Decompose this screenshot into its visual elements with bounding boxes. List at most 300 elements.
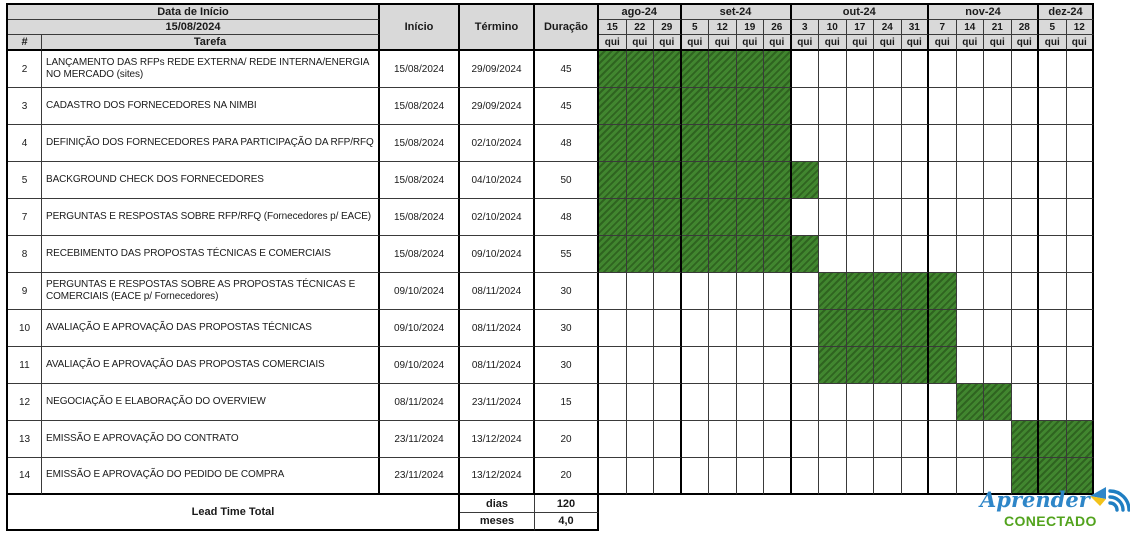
gantt-bar-cell	[1067, 421, 1095, 458]
gantt-bar-cell	[737, 125, 765, 162]
duration-cell: 15	[535, 384, 599, 421]
gantt-empty-cell	[929, 51, 957, 88]
weekday-cell: qui	[819, 35, 847, 51]
task-name-cell: LANÇAMENTO DAS RFPs REDE EXTERNA/ REDE INTERNA/ENERGIA NO MERCADO (sites)	[42, 51, 380, 88]
weekday-cell: qui	[929, 35, 957, 51]
end-date-cell: 29/09/2024	[460, 88, 535, 125]
gantt-empty-cell	[1039, 273, 1067, 310]
gantt-empty-cell	[599, 347, 627, 384]
gantt-bar-cell	[599, 236, 627, 273]
gantt-bar-cell	[874, 310, 902, 347]
row-number-cell: 7	[8, 199, 42, 236]
gantt-empty-cell	[654, 310, 682, 347]
gantt-empty-cell	[874, 236, 902, 273]
end-date-cell: 09/10/2024	[460, 236, 535, 273]
end-date-cell: 04/10/2024	[460, 162, 535, 199]
gantt-empty-cell	[1067, 125, 1095, 162]
gantt-bar-cell	[627, 199, 655, 236]
gantt-empty-cell	[847, 421, 875, 458]
gantt-bar-cell	[627, 51, 655, 88]
gantt-empty-cell	[792, 421, 820, 458]
task-name-cell: CADASTRO DOS FORNECEDORES NA NIMBI	[42, 88, 380, 125]
gantt-empty-cell	[1067, 199, 1095, 236]
gantt-empty-cell	[847, 236, 875, 273]
gantt-bar-cell	[737, 199, 765, 236]
gantt-empty-cell	[929, 384, 957, 421]
gantt-bar-cell	[627, 125, 655, 162]
gantt-empty-cell	[874, 125, 902, 162]
gantt-bar-cell	[929, 310, 957, 347]
gantt-bar-cell	[599, 199, 627, 236]
gantt-empty-cell	[599, 273, 627, 310]
week-date-cell: 26	[764, 20, 792, 35]
weekday-cell: qui	[847, 35, 875, 51]
gantt-bar-cell	[627, 236, 655, 273]
gantt-bar-cell	[627, 162, 655, 199]
gantt-empty-cell	[1067, 51, 1095, 88]
logo-text-aprender: Aprender	[980, 487, 1090, 512]
end-date-cell: 02/10/2024	[460, 125, 535, 162]
week-date-cell: 21	[984, 20, 1012, 35]
gantt-empty-cell	[709, 310, 737, 347]
gantt-empty-cell	[1067, 347, 1095, 384]
gantt-empty-cell	[929, 421, 957, 458]
gantt-empty-cell	[737, 273, 765, 310]
gantt-empty-cell	[737, 347, 765, 384]
duration-cell: 50	[535, 162, 599, 199]
gantt-bar-cell	[709, 88, 737, 125]
gantt-empty-cell	[1039, 384, 1067, 421]
gantt-empty-cell	[682, 421, 710, 458]
gantt-empty-cell	[847, 51, 875, 88]
weekday-cell: qui	[902, 35, 930, 51]
end-date-cell: 08/11/2024	[460, 273, 535, 310]
duration-cell: 45	[535, 51, 599, 88]
duracao-header: Duração	[535, 5, 599, 51]
week-date-cell: 12	[1067, 20, 1095, 35]
gantt-empty-cell	[929, 199, 957, 236]
gantt-bar-cell	[709, 51, 737, 88]
gantt-empty-cell	[819, 236, 847, 273]
lead-time-total-cell: Lead Time Total	[8, 495, 460, 531]
gantt-bar-cell	[737, 236, 765, 273]
gantt-empty-cell	[792, 347, 820, 384]
gantt-empty-cell	[1039, 125, 1067, 162]
task-name-cell: RECEBIMENTO DAS PROPOSTAS TÉCNICAS E COMERCIAIS	[42, 236, 380, 273]
start-date-cell: 23/11/2024	[380, 421, 460, 458]
week-date-cell: 24	[874, 20, 902, 35]
gantt-bar-cell	[682, 162, 710, 199]
gantt-empty-cell	[847, 384, 875, 421]
gantt-empty-cell	[682, 458, 710, 495]
gantt-empty-cell	[929, 125, 957, 162]
gantt-empty-cell	[984, 310, 1012, 347]
gantt-empty-cell	[1067, 310, 1095, 347]
duration-cell: 55	[535, 236, 599, 273]
gantt-empty-cell	[1012, 162, 1040, 199]
gantt-empty-cell	[819, 458, 847, 495]
weekday-cell: qui	[737, 35, 765, 51]
end-date-cell: 13/12/2024	[460, 421, 535, 458]
week-date-cell: 3	[792, 20, 820, 35]
gantt-empty-cell	[874, 458, 902, 495]
weekday-cell: qui	[654, 35, 682, 51]
gantt-empty-cell	[847, 125, 875, 162]
gantt-bar-cell	[599, 162, 627, 199]
gantt-empty-cell	[682, 384, 710, 421]
gantt-empty-cell	[984, 125, 1012, 162]
gantt-bar-cell	[764, 51, 792, 88]
gantt-empty-cell	[764, 273, 792, 310]
gantt-empty-cell	[957, 125, 985, 162]
gantt-empty-cell	[792, 384, 820, 421]
gantt-empty-cell	[957, 421, 985, 458]
gantt-empty-cell	[1012, 236, 1040, 273]
gantt-empty-cell	[792, 273, 820, 310]
weekday-cell: qui	[1067, 35, 1095, 51]
gantt-empty-cell	[984, 347, 1012, 384]
gantt-empty-cell	[902, 458, 930, 495]
gantt-empty-cell	[874, 162, 902, 199]
gantt-empty-cell	[902, 199, 930, 236]
gantt-empty-cell	[599, 384, 627, 421]
gantt-empty-cell	[874, 199, 902, 236]
duration-cell: 48	[535, 199, 599, 236]
gantt-bar-cell	[654, 236, 682, 273]
gantt-empty-cell	[929, 458, 957, 495]
weekday-cell: qui	[764, 35, 792, 51]
gantt-bar-cell	[682, 125, 710, 162]
start-date-cell: 15/08/2024	[380, 199, 460, 236]
start-date-cell: 09/10/2024	[380, 273, 460, 310]
gantt-bar-cell	[957, 384, 985, 421]
gantt-empty-cell	[764, 310, 792, 347]
duration-cell: 45	[535, 88, 599, 125]
gantt-empty-cell	[957, 310, 985, 347]
week-date-cell: 31	[902, 20, 930, 35]
gantt-bar-cell	[599, 125, 627, 162]
task-name-cell: DEFINIÇÃO DOS FORNECEDORES PARA PARTICIPAÇÃO DA RFP/RFQ	[42, 125, 380, 162]
gantt-empty-cell	[1067, 273, 1095, 310]
gantt-bar-cell	[819, 310, 847, 347]
gantt-empty-cell	[1067, 384, 1095, 421]
task-name-cell: EMISSÃO E APROVAÇÃO DO PEDIDO DE COMPRA	[42, 458, 380, 495]
gantt-empty-cell	[792, 51, 820, 88]
gantt-empty-cell	[654, 347, 682, 384]
gantt-empty-cell	[1039, 51, 1067, 88]
gantt-empty-cell	[654, 384, 682, 421]
week-date-cell: 5	[1039, 20, 1067, 35]
gantt-empty-cell	[902, 51, 930, 88]
gantt-bar-cell	[792, 162, 820, 199]
gantt-empty-cell	[847, 458, 875, 495]
gantt-empty-cell	[654, 458, 682, 495]
gantt-empty-cell	[682, 310, 710, 347]
gantt-empty-cell	[957, 347, 985, 384]
gantt-bar-cell	[984, 384, 1012, 421]
weekday-cell: qui	[599, 35, 627, 51]
gantt-empty-cell	[737, 310, 765, 347]
gantt-empty-cell	[874, 88, 902, 125]
tarefa-header: Tarefa	[42, 35, 380, 51]
gantt-empty-cell	[764, 421, 792, 458]
gantt-bar-cell	[654, 199, 682, 236]
gantt-bar-cell	[737, 88, 765, 125]
weekday-cell: qui	[1039, 35, 1067, 51]
gantt-bar-cell	[599, 51, 627, 88]
gantt-empty-cell	[792, 88, 820, 125]
start-date-cell: 15/08/2024	[380, 236, 460, 273]
gantt-empty-cell	[847, 199, 875, 236]
gantt-empty-cell	[792, 199, 820, 236]
row-number-cell: 2	[8, 51, 42, 88]
inicio-header: Início	[380, 5, 460, 51]
gantt-empty-cell	[792, 125, 820, 162]
gantt-empty-cell	[984, 273, 1012, 310]
gantt-bar-cell	[709, 125, 737, 162]
gantt-empty-cell	[902, 125, 930, 162]
week-date-cell: 28	[1012, 20, 1040, 35]
start-date-cell: 15/08/2024	[380, 125, 460, 162]
gantt-bar-cell	[709, 199, 737, 236]
task-name-cell: NEGOCIAÇÃO E ELABORAÇÃO DO OVERVIEW	[42, 384, 380, 421]
gantt-empty-cell	[654, 421, 682, 458]
gantt-bar-cell	[682, 51, 710, 88]
gantt-bar-cell	[737, 51, 765, 88]
row-number-cell: 13	[8, 421, 42, 458]
weekday-cell: qui	[792, 35, 820, 51]
gantt-empty-cell	[1067, 236, 1095, 273]
gantt-bar-cell	[682, 199, 710, 236]
gantt-empty-cell	[682, 273, 710, 310]
week-date-cell: 14	[957, 20, 985, 35]
task-name-cell: AVALIAÇÃO E APROVAÇÃO DAS PROPOSTAS TÉCNICAS	[42, 310, 380, 347]
gantt-empty-cell	[709, 384, 737, 421]
gantt-empty-cell	[1012, 384, 1040, 421]
gantt-bar-cell	[682, 88, 710, 125]
duration-cell: 20	[535, 458, 599, 495]
duration-cell: 30	[535, 310, 599, 347]
gantt-empty-cell	[627, 273, 655, 310]
row-number-cell: 10	[8, 310, 42, 347]
gantt-empty-cell	[599, 458, 627, 495]
gantt-empty-cell	[1012, 125, 1040, 162]
task-name-cell: AVALIAÇÃO E APROVAÇÃO DAS PROPOSTAS COMERCIAIS	[42, 347, 380, 384]
gantt-empty-cell	[957, 88, 985, 125]
duration-cell: 30	[535, 273, 599, 310]
gantt-bar-cell	[764, 125, 792, 162]
gantt-empty-cell	[709, 347, 737, 384]
row-number-cell: 4	[8, 125, 42, 162]
gantt-empty-cell	[929, 236, 957, 273]
gantt-empty-cell	[819, 125, 847, 162]
gantt-empty-cell	[1012, 199, 1040, 236]
gantt-bar-cell	[847, 273, 875, 310]
month-header-cell: out-24	[792, 5, 930, 20]
gantt-bar-cell	[819, 347, 847, 384]
gantt-empty-cell	[1012, 310, 1040, 347]
gantt-empty-cell	[1039, 199, 1067, 236]
gantt-empty-cell	[1067, 162, 1095, 199]
row-number-cell: 8	[8, 236, 42, 273]
task-name-cell: PERGUNTAS E RESPOSTAS SOBRE RFP/RFQ (Fornecedores p/ EACE)	[42, 199, 380, 236]
gantt-empty-cell	[984, 236, 1012, 273]
weekday-cell: qui	[682, 35, 710, 51]
row-number-cell: 9	[8, 273, 42, 310]
weekday-cell: qui	[627, 35, 655, 51]
gantt-bar-cell	[929, 347, 957, 384]
gantt-empty-cell	[627, 384, 655, 421]
weekday-cell: qui	[984, 35, 1012, 51]
duration-cell: 20	[535, 421, 599, 458]
gantt-bar-cell	[819, 273, 847, 310]
gantt-empty-cell	[1012, 88, 1040, 125]
gantt-bar-cell	[764, 162, 792, 199]
month-header-cell: set-24	[682, 5, 792, 20]
gantt-empty-cell	[1039, 347, 1067, 384]
gantt-empty-cell	[957, 273, 985, 310]
task-name-cell: PERGUNTAS E RESPOSTAS SOBRE AS PROPOSTAS TÉCNICAS E COMERCIAIS (EACE p/ Fornecedores)	[42, 273, 380, 310]
gantt-empty-cell	[819, 384, 847, 421]
week-date-cell: 22	[627, 20, 655, 35]
gantt-bar-cell	[929, 273, 957, 310]
duration-cell: 48	[535, 125, 599, 162]
gantt-empty-cell	[902, 162, 930, 199]
start-date-cell: 23/11/2024	[380, 458, 460, 495]
gantt-bar-cell	[847, 310, 875, 347]
gantt-empty-cell	[819, 162, 847, 199]
termino-header: Término	[460, 5, 535, 51]
gantt-bar-cell	[764, 236, 792, 273]
gantt-empty-cell	[737, 421, 765, 458]
gantt-empty-cell	[1012, 273, 1040, 310]
gantt-bar-cell	[654, 51, 682, 88]
gantt-bar-cell	[874, 347, 902, 384]
gantt-empty-cell	[819, 199, 847, 236]
gantt-empty-cell	[1039, 310, 1067, 347]
gantt-bar-cell	[627, 88, 655, 125]
duration-cell: 30	[535, 347, 599, 384]
gantt-empty-cell	[957, 162, 985, 199]
footer-value-meses-cell: 4,0	[535, 513, 599, 531]
gantt-bar-cell	[874, 273, 902, 310]
gantt-empty-cell	[1012, 347, 1040, 384]
gantt-bar-cell	[902, 310, 930, 347]
gantt-empty-cell	[874, 421, 902, 458]
end-date-cell: 13/12/2024	[460, 458, 535, 495]
month-header-cell: dez-24	[1039, 5, 1094, 20]
gantt-empty-cell	[902, 88, 930, 125]
row-number-cell: 5	[8, 162, 42, 199]
gantt-empty-cell	[1067, 88, 1095, 125]
gantt-empty-cell	[819, 51, 847, 88]
gantt-empty-cell	[984, 88, 1012, 125]
gantt-bar-cell	[764, 88, 792, 125]
gantt-empty-cell	[957, 199, 985, 236]
data-inicio-label: Data de Início	[8, 5, 380, 20]
aprender-conectado-logo	[980, 489, 1130, 545]
gantt-empty-cell	[984, 421, 1012, 458]
week-date-cell: 29	[654, 20, 682, 35]
gantt-bar-cell	[1039, 421, 1067, 458]
gantt-empty-cell	[627, 310, 655, 347]
end-date-cell: 02/10/2024	[460, 199, 535, 236]
gantt-bar-cell	[792, 236, 820, 273]
gantt-empty-cell	[902, 236, 930, 273]
gantt-bar-cell	[599, 88, 627, 125]
gantt-empty-cell	[709, 458, 737, 495]
gantt-empty-cell	[1012, 51, 1040, 88]
task-name-cell: BACKGROUND CHECK DOS FORNECEDORES	[42, 162, 380, 199]
gantt-empty-cell	[627, 421, 655, 458]
gantt-empty-cell	[1039, 162, 1067, 199]
week-date-cell: 10	[819, 20, 847, 35]
week-date-cell: 5	[682, 20, 710, 35]
footer-value-dias-cell: 120	[535, 495, 599, 513]
gantt-empty-cell	[682, 347, 710, 384]
gantt-empty-cell	[599, 310, 627, 347]
start-date-cell: 09/10/2024	[380, 310, 460, 347]
gantt-bar-cell	[764, 199, 792, 236]
start-date-cell: 08/11/2024	[380, 384, 460, 421]
footer-unit-meses-cell: meses	[460, 513, 535, 531]
gantt-empty-cell	[902, 384, 930, 421]
gantt-empty-cell	[627, 347, 655, 384]
row-number-cell: 12	[8, 384, 42, 421]
gantt-empty-cell	[709, 273, 737, 310]
gantt-bar-cell	[654, 162, 682, 199]
week-date-cell: 15	[599, 20, 627, 35]
month-header-cell: ago-24	[599, 5, 682, 20]
gantt-empty-cell	[902, 421, 930, 458]
num-header: #	[8, 35, 42, 51]
gantt-empty-cell	[874, 51, 902, 88]
month-header-cell: nov-24	[929, 5, 1039, 20]
gantt-empty-cell	[984, 162, 1012, 199]
gantt-bar-cell	[902, 273, 930, 310]
week-date-cell: 7	[929, 20, 957, 35]
gantt-empty-cell	[847, 162, 875, 199]
start-date-cell: 09/10/2024	[380, 347, 460, 384]
start-date-cell: 15/08/2024	[380, 51, 460, 88]
gantt-empty-cell	[764, 384, 792, 421]
end-date-cell: 08/11/2024	[460, 310, 535, 347]
gantt-empty-cell	[764, 458, 792, 495]
gantt-empty-cell	[792, 310, 820, 347]
gantt-bar-cell	[654, 125, 682, 162]
gantt-empty-cell	[984, 51, 1012, 88]
task-name-cell: EMISSÃO E APROVAÇÃO DO CONTRATO	[42, 421, 380, 458]
footer-unit-dias-cell: dias	[460, 495, 535, 513]
end-date-cell: 23/11/2024	[460, 384, 535, 421]
gantt-bar-cell	[682, 236, 710, 273]
gantt-empty-cell	[1039, 236, 1067, 273]
gantt-empty-cell	[709, 421, 737, 458]
gantt-schedule-table	[6, 3, 1094, 531]
gantt-empty-cell	[929, 162, 957, 199]
week-date-cell: 17	[847, 20, 875, 35]
gantt-empty-cell	[847, 88, 875, 125]
week-date-cell: 12	[709, 20, 737, 35]
gantt-empty-cell	[654, 273, 682, 310]
end-date-cell: 29/09/2024	[460, 51, 535, 88]
gantt-bar-cell	[709, 162, 737, 199]
gantt-bar-cell	[709, 236, 737, 273]
row-number-cell: 14	[8, 458, 42, 495]
gantt-empty-cell	[737, 458, 765, 495]
weekday-cell: qui	[709, 35, 737, 51]
gantt-bar-cell	[654, 88, 682, 125]
